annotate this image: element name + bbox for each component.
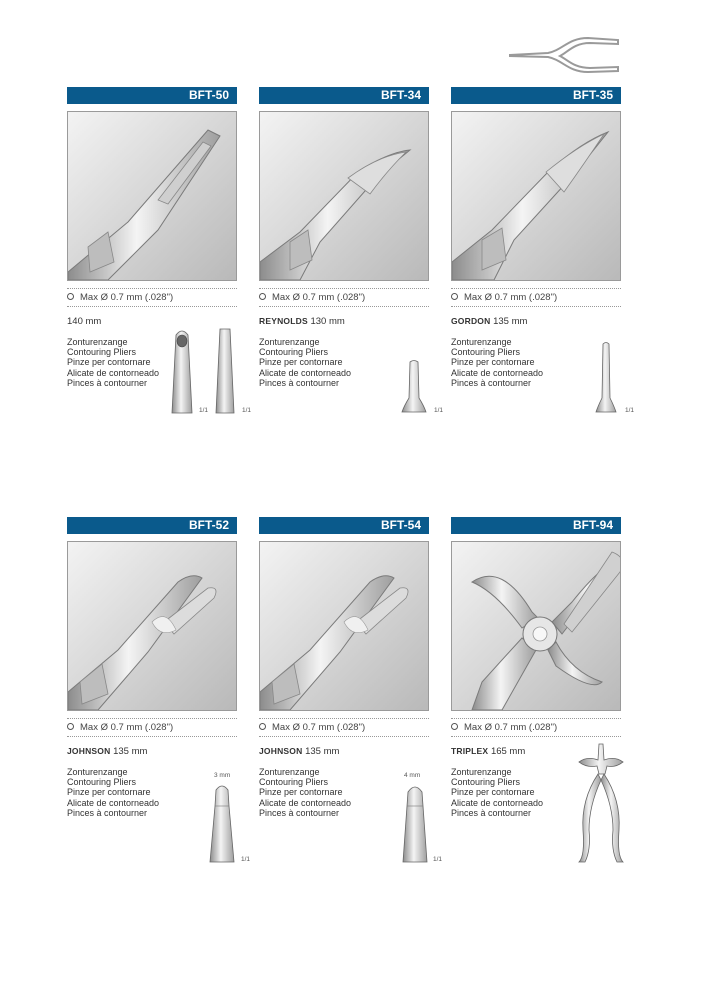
spec-line: Max Ø 0.7 mm (.028")	[67, 288, 237, 307]
product-code-bar: BFT-50	[67, 87, 237, 104]
bullet-circle-icon	[259, 293, 266, 300]
tip-size-label: 3 mm	[214, 772, 231, 779]
tip-profile-icon	[207, 784, 237, 864]
model-line: TRIPLEX 165 mm	[451, 746, 526, 757]
spec-line: Max Ø 0.7 mm (.028")	[259, 288, 429, 307]
scale-label: 1/1	[625, 407, 635, 414]
bullet-circle-icon	[259, 723, 266, 730]
product-photo	[67, 111, 237, 281]
bullet-circle-icon	[67, 723, 74, 730]
scale-label: 1/1	[241, 856, 251, 863]
scale-label: 1/1	[242, 407, 252, 414]
bullet-circle-icon	[67, 293, 74, 300]
model-line: JOHNSON 135 mm	[67, 746, 148, 757]
tip-size-label: 4 mm	[404, 772, 421, 779]
scale-label: 1/1	[433, 856, 443, 863]
tip-profile-side-icon	[212, 327, 238, 415]
spec-line: Max Ø 0.7 mm (.028")	[67, 718, 237, 737]
product-photo	[67, 541, 237, 711]
product-photo	[259, 541, 429, 711]
product-code-bar: BFT-52	[67, 517, 237, 534]
product-photo	[259, 111, 429, 281]
spec-line: Max Ø 0.7 mm (.028")	[451, 718, 621, 737]
triplex-pliers-icon	[571, 740, 631, 866]
product-card-bft-52	[67, 517, 237, 818]
translated-names: Zonturenzange Contouring Pliers Pinze per contornare Alicate de contorneado Pinces à contourner	[259, 767, 352, 818]
translated-names: Zonturenzange Contouring Pliers Pinze per contornare Alicate de contorneado Pinces à contourner	[259, 337, 352, 388]
model-line: REYNOLDS 130 mm	[259, 316, 345, 327]
model-line: JOHNSON 135 mm	[259, 746, 340, 757]
scale-label: 1/1	[434, 407, 444, 414]
scale-label: 1/1	[199, 407, 209, 414]
translated-names: Zonturenzange Contouring Pliers Pinze per contornare Alicate de contorneado Pinces à contourner	[67, 337, 160, 388]
tip-profile-icon	[400, 360, 428, 414]
bullet-circle-icon	[451, 723, 458, 730]
translated-names: Zonturenzange Contouring Pliers Pinze per contornare Alicate de contorneado Pinces à contourner	[67, 767, 160, 818]
model-line: GORDON 135 mm	[451, 316, 528, 327]
product-code-bar: BFT-35	[451, 87, 621, 104]
tip-profile-front-icon	[168, 327, 196, 415]
tip-profile-icon	[594, 342, 618, 414]
translated-names: Zonturenzange Contouring Pliers Pinze per contornare Alicate de contorneado Pinces à contourner	[451, 767, 544, 818]
product-code-bar: BFT-54	[259, 517, 429, 534]
product-card-bft-34	[259, 87, 429, 388]
product-photo	[451, 541, 621, 711]
bullet-circle-icon	[451, 293, 458, 300]
translated-names: Zonturenzange Contouring Pliers Pinze per contornare Alicate de contorneado Pinces à contourner	[451, 337, 544, 388]
spec-line: Max Ø 0.7 mm (.028")	[451, 288, 621, 307]
product-photo	[451, 111, 621, 281]
tip-profile-icon	[400, 784, 430, 864]
pliers-outline-icon	[508, 34, 620, 76]
product-code-bar: BFT-34	[259, 87, 429, 104]
spec-line: Max Ø 0.7 mm (.028")	[259, 718, 429, 737]
product-code-bar: BFT-94	[451, 517, 621, 534]
model-line: 140 mm	[67, 316, 102, 327]
